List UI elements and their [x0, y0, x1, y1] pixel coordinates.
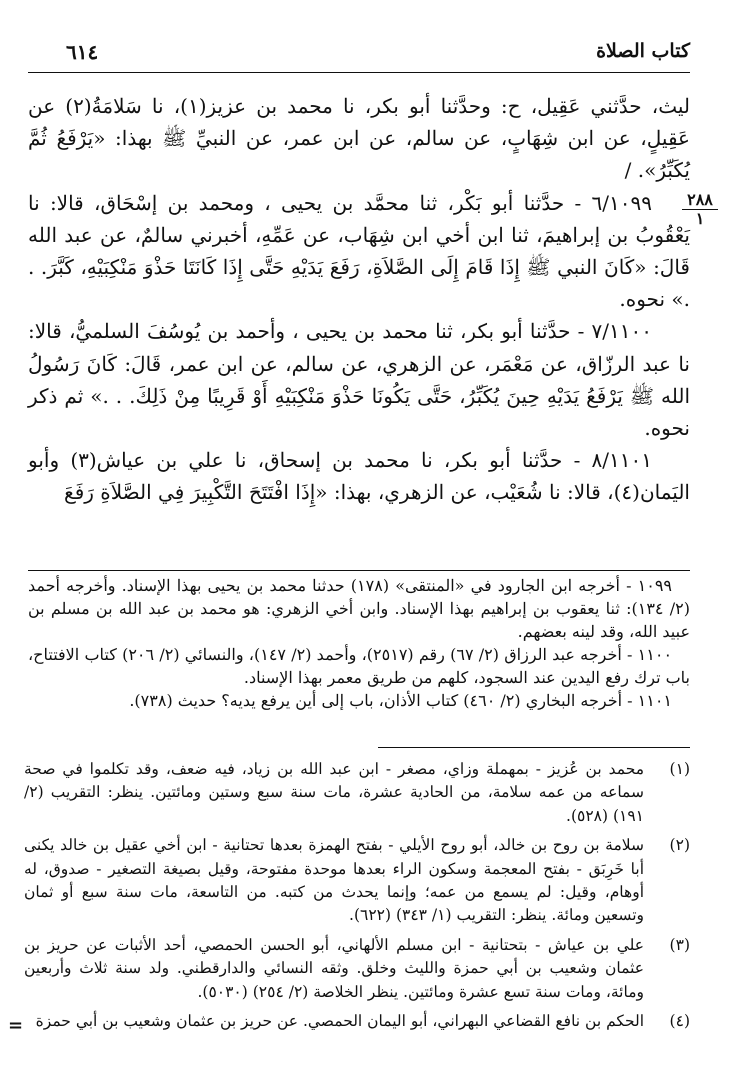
footnote-text: سلامة بن روح بن خالد، أبو روح الأيلي - بفتح الهمزة بعدها تحتانية - ابن أخي عقيل بن خالد يكنى أبا خَرِبَق - بفتح المعجمة وسكون الراء بعدها موحدة مفتوحة، وقيل بصيغة التصغير - صدوق، له أوهام، وقيل: لم يسمع من عمه؛ وإنما يحدث من كتبه. من التاسعة، مات سنة سبع أو ثمان وتسعين ومائة. ينظر: التقريب (١/ ٣٤٣) (٦٢٢).	[24, 836, 644, 925]
header-rule	[28, 72, 690, 73]
running-title: كتاب الصلاة	[596, 40, 690, 62]
folio-side: ١	[695, 209, 705, 228]
takhrij-rule	[28, 570, 690, 571]
footnote-text: الحكم بن نافع القضاعي البهراني، أبو اليمان الحمصي. عن حريز بن عثمان وشعيب بن أبي حمزة	[35, 1012, 644, 1031]
footnote-1	[24, 758, 690, 828]
footnote-number: (٣)	[669, 935, 690, 954]
folio-number: ٢٨٨	[687, 190, 713, 209]
footnote-2	[24, 834, 690, 928]
matn-1101: «إِذَا افْتَتَحَ التَّكْبِيرَ فِي الصَّلاَةِ رَفَعَ	[64, 480, 328, 505]
matn-1100: كَانَ رَسُولُ الله ﷺ يَرْفَعُ يَدَيْهِ حِينَ يُكَبِّرُ، حَتَّى يَكُونَا حَذْوَ مَنْكِبَيْهِ أَوْ قَرِيبًا مِنْ ذَلِكَ. . .» ثم ذكر نحوه.	[28, 351, 690, 441]
isnad-1101: ٨/١١٠١ - حدَّثنا أبو بكر، نا محمد بن إسحاق، نا علي بن عياش(٣) وأبو اليَمان(٤)، قالا: نا شُعَيْب، عن الزهري، بهذا:	[28, 448, 690, 505]
footnote-text: علي بن عياش - بتحتانية - ابن مسلم الألهاني، أبو الحسن الحمصي، أحد الأثبات عن حريز بن عثمان وشعيب بن أبي حمزة والليث وخلق. وثقه النسائي والدارقطني. ولد سنة ثلاث وأربعين ومائة، ومات سنة تسع عشرة ومائتين. ينظر الخلاصة (٢/ ٢٥٤) (٥٠٣٠).	[24, 935, 644, 1001]
hadith-1099	[28, 187, 690, 316]
matn-1099: «كَانَ النبي ﷺ إِذَا قَامَ إِلَى الصَّلاَةِ، رَفَعَ يَدَيْهِ حَتَّى إِذَا كَانَتَا حَذْوَ مَنْكِبَيْهِ، كَبَّرَ. . .» نحوه.	[28, 255, 690, 312]
footnote-rule	[378, 747, 690, 748]
footnote-4	[24, 1010, 690, 1033]
footnote-text: محمد بن عُزيز - بمهملة وزاي، مصغر - ابن عبد الله بن زياد، فيه ضعف، وقد تكلموا في صحة سماعه من عمه سلامة، من الحادية عشرة، مات سنة سبع وستين ومائتين. ينظر: التقريب (٢/ ١٩١) (٥٢٨).	[24, 760, 644, 825]
main-text	[28, 90, 690, 509]
footnote-number: (٢)	[669, 836, 690, 855]
footnotes	[24, 758, 690, 1039]
hadith-1101	[28, 444, 690, 508]
continuation-mark: =	[8, 1015, 24, 1036]
takhrij-section	[28, 574, 690, 712]
takhrij-1100: ١١٠٠ - أخرجه عبد الرزاق (٢/ ٦٧) رقم (٢٥١٧)، وأحمد (٢/ ١٤٧)، والنسائي (٢/ ٢٠٦) كتاب الافتتاح، باب ترك رفع اليدين عند السجود، كلهم من طريق معمر بهذا الإسناد.	[28, 645, 690, 687]
isnad-1099: ٦/١٠٩٩ - حدَّثنا أبو بَكْر، ثنا محمَّد بن يحيى ، ومحمد بن إسْحَاق، قالا: نا يَعْقُوبُ بن إبراهيمَ، ثنا ابن أخي ابن شِهَاب، عن عَمِّهِ، أخبرني سالمٌ، عن عبد الله قَالَ:	[28, 190, 690, 280]
hadith-continuation: ليث، حدَّثني عَقِيل، ح: وحدَّثنا أبو بكر، نا محمد بن عزيز(١)، نا سَلامَةُ(٢) عن عَقِيلٍ، عن ابن شِهَابٍ، عن سالم، عن ابن عمر، عن النبيِّ ﷺ بهذا: «يَرْفَعُ ثُمَّ يُكَبِّرُ». /	[28, 94, 691, 183]
takhrij-1101: ١١٠١ - أخرجه البخاري (٢/ ٤٦٠) كتاب الأذان، باب إلى أين يرفع يديه؟ حديث (٧٣٨).	[129, 691, 672, 710]
takhrij-1099: ١٠٩٩ - أخرجه ابن الجارود في «المنتقى» (١٧٨) حدثنا محمد بن يحيى بهذا الإسناد. وأخرجه أحمد (٢/ ١٣٤): ثنا يعقوب بن إبراهيم بهذا الإسناد. وابن أخي الزهري: هو محمد بن عبد الله بن مسلم بن عبيد الله، وقد لينه بعضهم.	[28, 576, 690, 641]
page-number: ٦١٤	[66, 40, 99, 64]
hadith-1100	[28, 315, 690, 444]
isnad-1100: ٧/١١٠٠ - حدَّثنا أبو بكر، ثنا محمد بن يحيى ، وأحمد بن يُوسُفَ السلميُّ، قالا: نا عبد الرزّاق، عن مَعْمَر، عن الزهري، عن سالم، عن ابن عمر، قَالَ:	[28, 319, 690, 376]
footnote-3	[24, 934, 690, 1004]
footnote-number: (١)	[669, 760, 690, 778]
page-header	[28, 40, 690, 70]
footnote-number: (٤)	[669, 1012, 690, 1031]
